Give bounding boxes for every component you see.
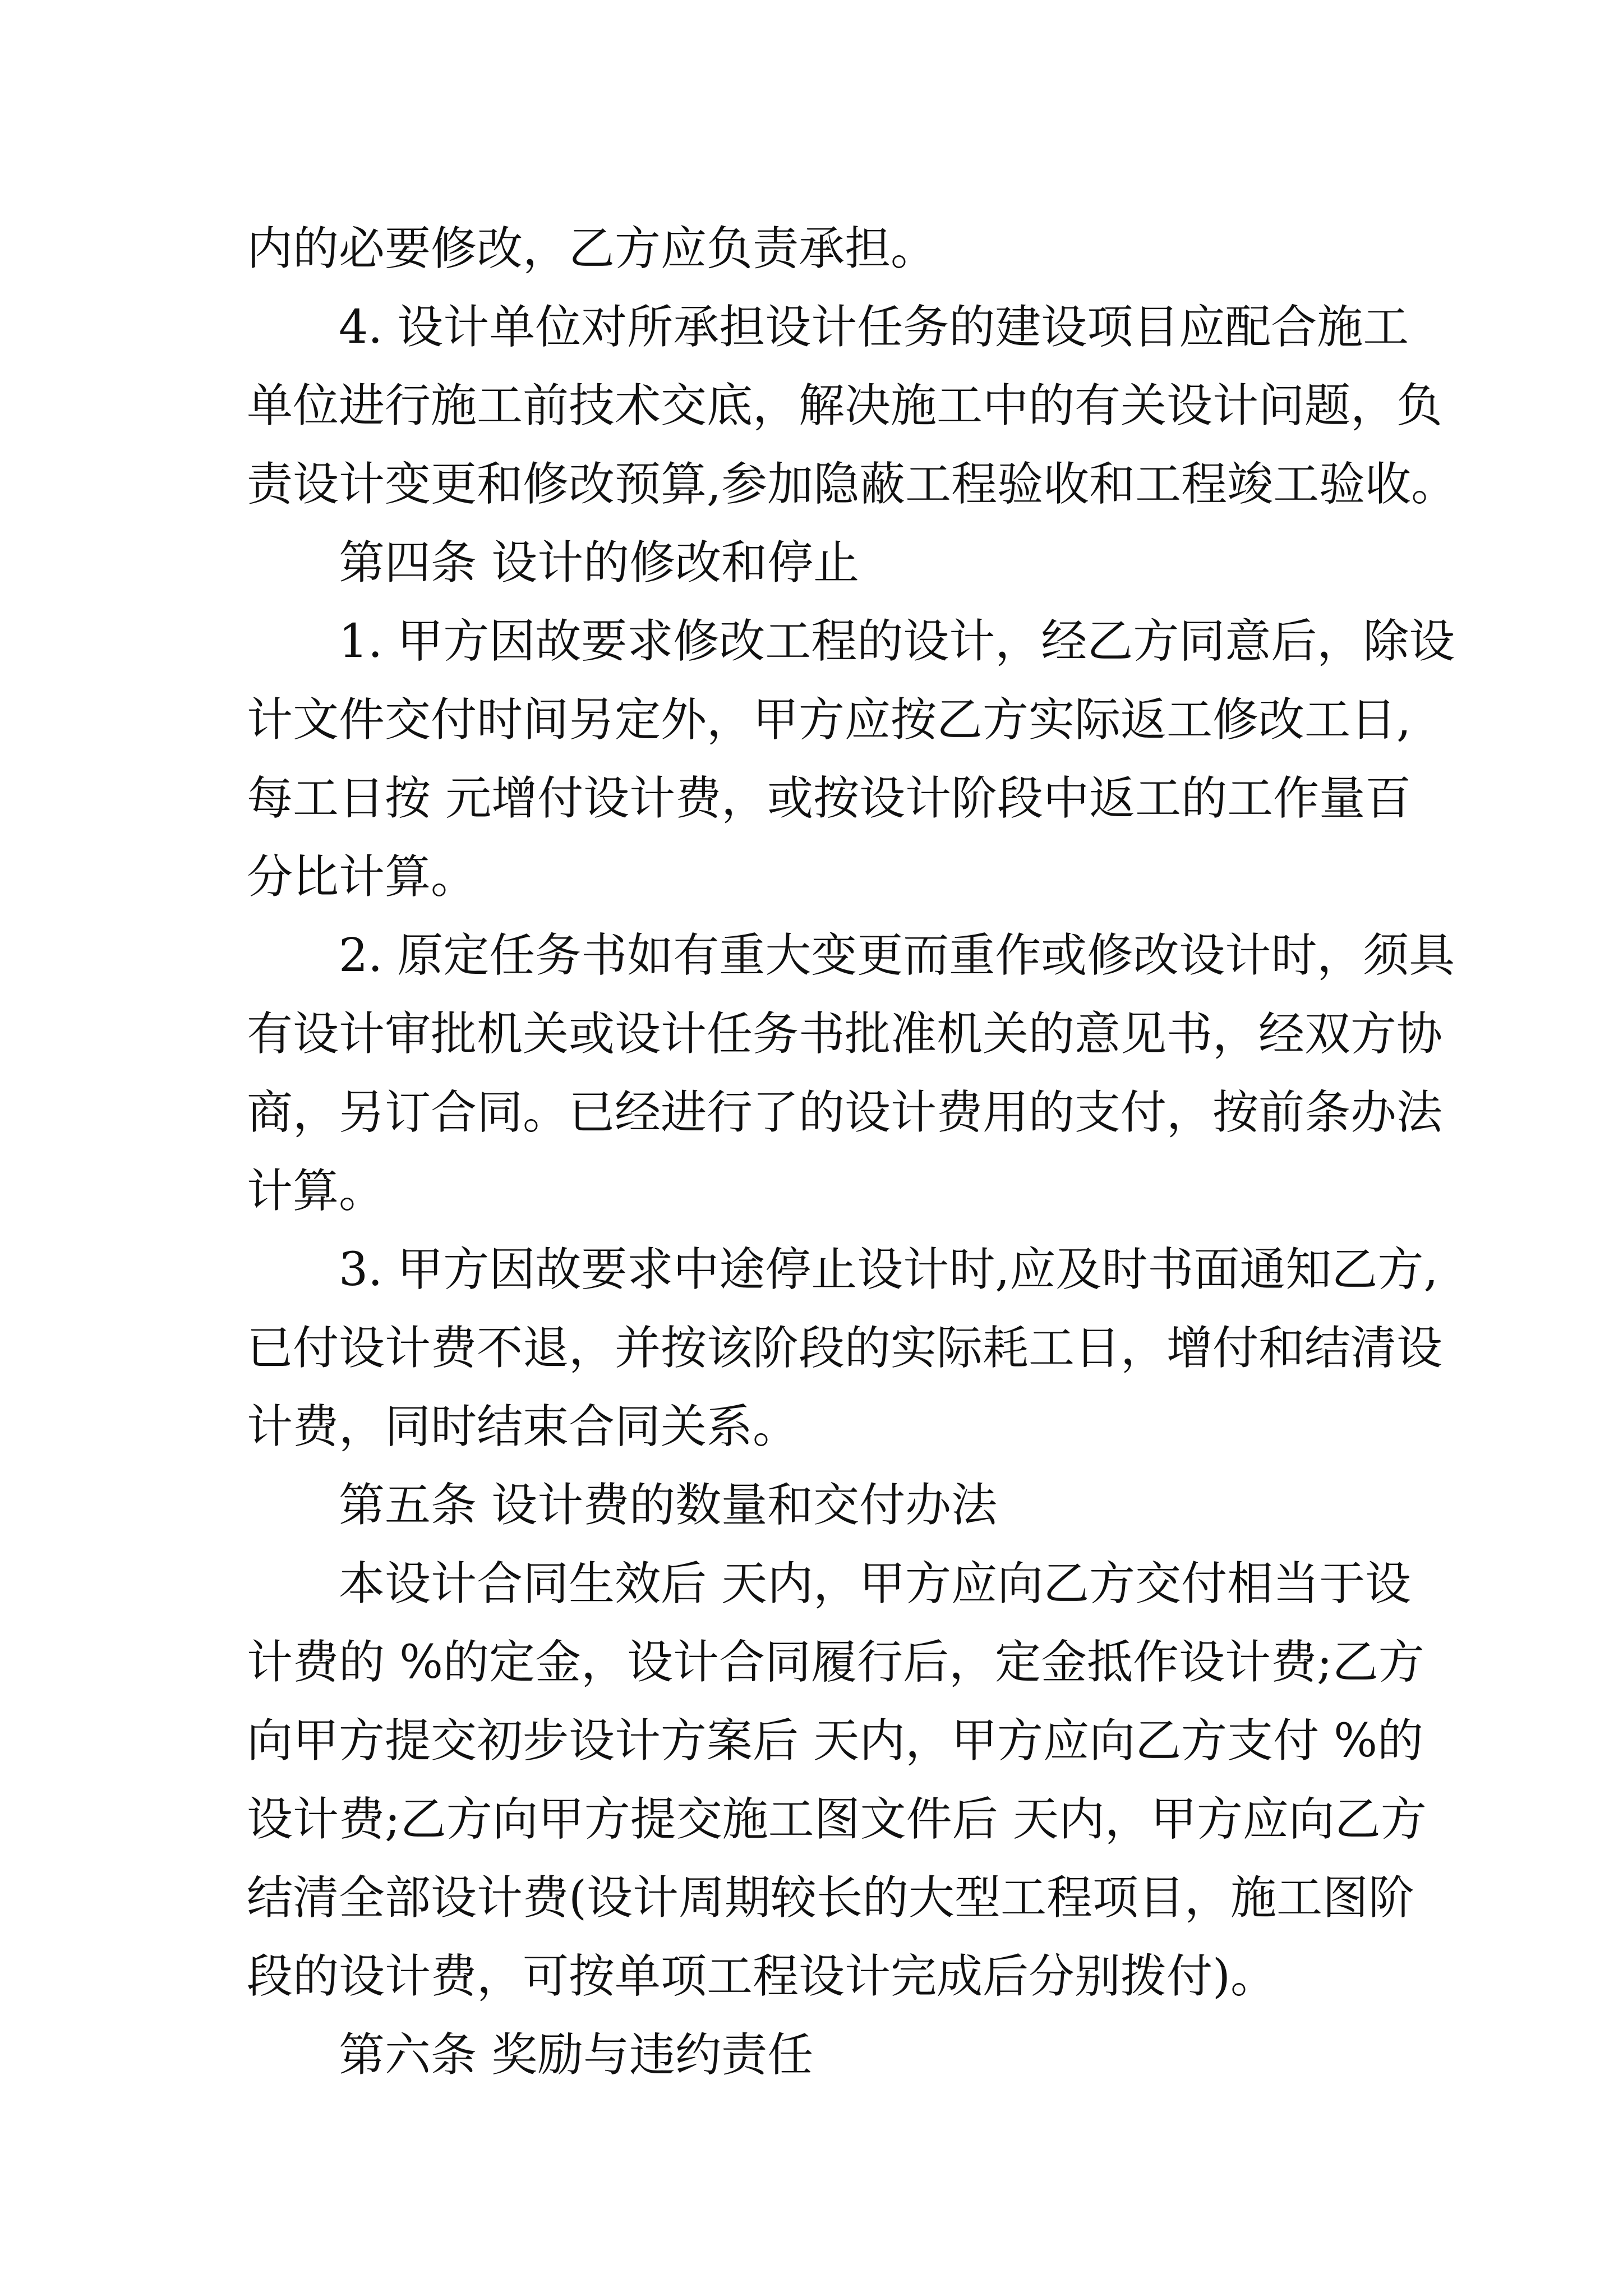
text-line: 计算。 — [247, 1165, 385, 1218]
section-heading: 第六条 奖励与违约责任 — [339, 2028, 814, 2082]
section-heading: 第四条 设计的修改和停止 — [339, 536, 860, 590]
text-line: 向甲方提交初步设计方案后 天内，甲方应向乙方支付 %的 — [247, 1714, 1424, 1768]
text-line: 已付设计费不退，并按该阶段的实际耗工日，增付和结清设 — [247, 1322, 1443, 1375]
text-line: 计费，同时结束合同关系。 — [247, 1400, 799, 1453]
text-line: 有设计审批机关或设计任务书批准机关的意见书，经双方协 — [247, 1007, 1443, 1061]
text-line: 责设计变更和修改预算,参加隐蔽工程验收和工程竣工验收。 — [247, 458, 1458, 511]
text-line: 设计费;乙方向甲方提交施工图文件后 天内，甲方应向乙方 — [247, 1793, 1427, 1846]
text-line: 3. 甲方因故要求中途停止设计时,应及时书面通知乙方, — [339, 1243, 1438, 1296]
text-line: 结清全部设计费(设计周期较长的大型工程项目，施工图阶 — [247, 1871, 1414, 1925]
text-line: 计文件交付时间另定外，甲方应按乙方实际返工修改工日, — [247, 693, 1412, 747]
text-line: 商，另订合同。已经进行了的设计费用的支付，按前条办法 — [247, 1086, 1443, 1139]
text-line: 分比计算。 — [247, 850, 477, 904]
text-line: 单位进行施工前技术交底，解决施工中的有关设计问题，负 — [247, 379, 1443, 432]
text-line: 每工日按 元增付设计费，或按设计阶段中返工的工作量百 — [247, 772, 1412, 825]
text-line: 计费的 %的定金，设计合同履行后，定金抵作设计费;乙方 — [247, 1636, 1424, 1689]
text-line: 段的设计费，可按单项工程设计完成后分别拨付)。 — [247, 1950, 1276, 2003]
text-line: 本设计合同生效后 天内，甲方应向乙方交付相当于设 — [339, 1557, 1412, 1611]
text-line: 2. 原定任务书如有重大变更而重作或修改设计时，须具 — [339, 929, 1455, 982]
text-line: 内的必要修改，乙方应负责承担。 — [247, 222, 937, 275]
section-heading: 第五条 设计费的数量和交付办法 — [339, 1479, 998, 1532]
text-line: 1. 甲方因故要求修改工程的设计，经乙方同意后，除设 — [339, 615, 1455, 668]
text-line: 4. 设计单位对所承担设计任务的建设项目应配合施工 — [339, 301, 1409, 354]
